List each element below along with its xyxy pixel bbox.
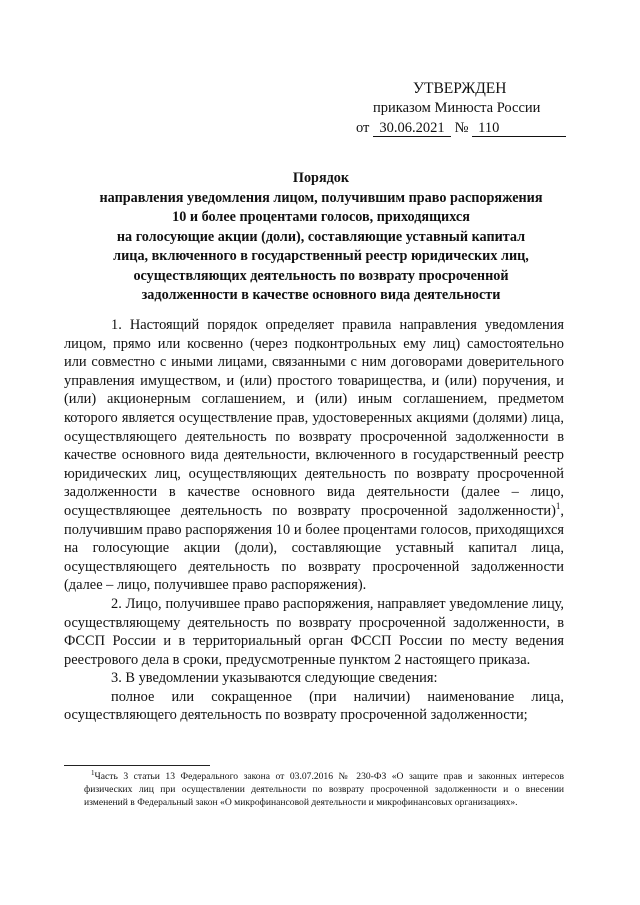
- paragraph-3: 3. В уведомлении указываются следующие сведения:: [111, 670, 438, 687]
- footnote-text-line: [84, 770, 564, 810]
- footnote-separator: [64, 765, 210, 766]
- order-date-line: [356, 118, 576, 138]
- order-date: 30.06.2021: [373, 121, 451, 137]
- paragraph-1: [64, 316, 564, 595]
- document-body: [64, 316, 564, 725]
- footnote-text: Часть 3 статьи 13 Федерального закона от 03.07.2016 № 230-ФЗ «О защите прав и законных интересов физических лиц при осуществлении деятельности по возврату просроченной задолженности и о внесении изменений в Федеральный закон «О микрофинансовой деятельности и микрофинансовых организациях».: [84, 771, 564, 809]
- title-line: 10 и более процентами голосов, приходящихся: [172, 209, 470, 225]
- title-line: осуществляющих деятельность по возврату просроченной: [133, 267, 509, 284]
- document-title: [66, 169, 576, 306]
- paragraph-4: полное или сокращенное (при наличии) наименование лица, осуществляющего деятельность по возврату просроченной задолженности;: [64, 688, 564, 724]
- title-line: задолженности в качестве основного вида деятельности: [141, 287, 501, 303]
- footnote-reference: 1: [555, 500, 561, 511]
- date-prefix: от: [356, 120, 370, 136]
- number-sign: №: [454, 120, 469, 136]
- order-line: приказом Минюста России: [373, 100, 541, 116]
- title-line: направления уведомления лицом, получившим право распоряжения: [99, 189, 543, 206]
- footnote: [84, 770, 564, 810]
- approved-word: УТВЕРЖДЕН: [413, 80, 507, 97]
- paragraph-2: 2. Лицо, получившее право распоряжения, направляет уведомление лицу, осуществляющему деятельность по возврату просроченной задолженности, в ФССП России и в территориальный орган ФССП России по месту ведения реестрового дела в сроки, предусмотренные пунктом 2 настоящего приказа.: [64, 595, 564, 668]
- title-line: лица, включенного в государственный реестр юридических лиц,: [113, 248, 529, 264]
- footnote-mark: 1: [91, 769, 95, 777]
- title-line: на голосующие акции (доли), составляющие уставный капитал: [116, 228, 526, 245]
- approval-block: [356, 80, 576, 138]
- order-number: 110: [472, 121, 566, 137]
- paragraph-1-text-b: , получившим право распоряжения 10 и более процентами голосов, приходящихся на голосующие акции (доли), составляющие уставный капитал лица, осуществляющего деятельность по возврату просроченной задолженности (далее – лицо, получившее право распоряжения).: [64, 502, 564, 594]
- title-heading: Порядок: [292, 170, 350, 186]
- paragraph-1-text-a: 1. Настоящий порядок определяет правила направления уведомления лицом, прямо или косвенно (через подконтрольных ему лиц) самостоятельно или совместно с иными лицами, связанными с ним договорами доверительного управления имуществом, и (или) простого товарищества, и (или) поручения, и (или) акционерным соглашением, и (или) иным соглашением, предметом которого является осуществление прав, удостоверенных акциями (долями) лица, осуществляющего деятельность по возврату просроченной задолженности в качестве основного вида деятельности, включенного в государственный реестр юридических лиц, осуществляющих деятельность по возврату просроченной задолженности в качестве основного вида деятельности (далее – лицо, осуществляющее деятельность по возврату просроченной задолженности): [64, 317, 564, 519]
